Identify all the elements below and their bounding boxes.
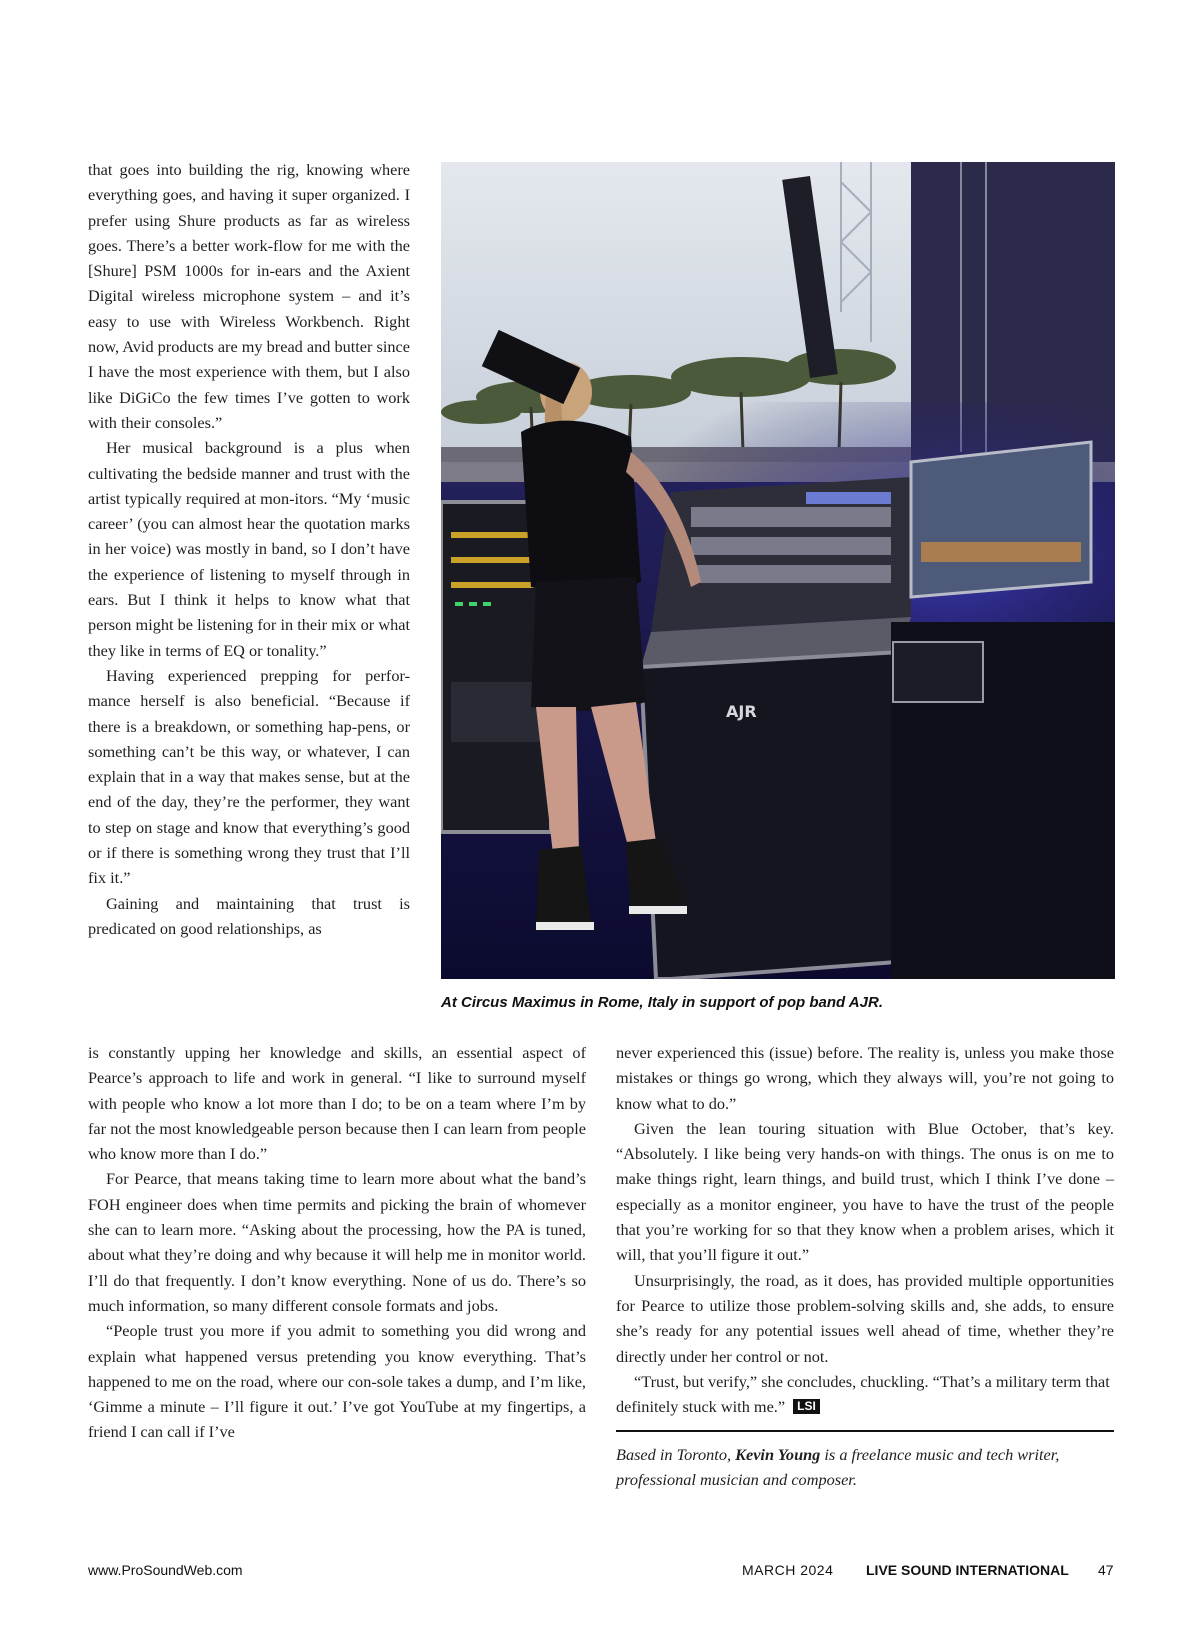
photo-caption: At Circus Maximus in Rome, Italy in support of pop band AJR. — [441, 994, 883, 1011]
paragraph: Given the lean touring situation with Blue October, that’s key. “Absolutely. I like being very hands-on with things. The onus is on me to make things right, learn things, and build trust, which I think I’ve done – especially as a monitor engineer, you have to have the trust of the people that you’re working for so that they know when a problem arises, which it will, that you’ll figure it out.” — [616, 1118, 1114, 1265]
paragraph: For Pearce, that means taking time to learn more about what the band’s FOH engineer does when time permits and picking the brain of whomever she can to learn more. “Asking about the processing, how the PA is tuned, about what they’re doing and why because it will help me in monitor world. I’ll do that frequently. I don’t know everything. None of us do. There’s so much information, so many different console formats and jobs. — [88, 1169, 586, 1315]
end-mark-badge: LSI — [793, 1399, 820, 1414]
paragraph: Her musical background is a plus when cultivating the bedside manner and trust with the artist typically required at mon-itors. “My ‘music career’ (you can almost hear the quotation marks in her voice) was mostly in band, so I don’t have the experience of listening to myself through in ears. But I think it helps to know what that person might be listening for in their mix or what they like in terms of EQ or tonality.” — [88, 438, 410, 660]
photo-illustration — [441, 162, 1115, 979]
article-column-right — [616, 1040, 1114, 1419]
bio-divider — [616, 1430, 1114, 1432]
paragraph: Having experienced prepping for perfor-mance herself is also beneficial. “Because if there is a breakdown, or something hap-pens, or something can’t be this way, or whatever, I can explain that in a way that makes sense, but at the end of the day, they’re the performer, they want to step on stage and know that everything’s good or if there is something wrong they trust that I’ll fix it.” — [88, 665, 410, 888]
final-paragraph — [616, 1369, 1114, 1420]
paragraph: “People trust you more if you admit to something you did wrong and explain what happened versus pretending you know everything. That’s happened to me on the road, where our con-sole takes a dump, and I’m like, ‘Gimme a minute – I’ll figure it out.’ I’ve got YouTube at my fingertips, a friend I can call if I’ve — [88, 1321, 586, 1442]
bio-suffix: is a freelance music and tech writer, professional musician and composer. — [616, 1445, 1060, 1489]
paragraph: never experienced this (issue) before. The reality is, unless you make those mistakes or things go wrong, which they always will, you’re not going to know what to do.” — [616, 1043, 1114, 1113]
footer-url: www.ProSoundWeb.com — [88, 1562, 243, 1578]
paragraph: that goes into building the rig, knowing where everything goes, and having it super organized. I prefer using Shure products as far as wireless goes. There’s a better work-flow for me with the [Shure] PSM 1000s for in-ears and the Axient Digital wireless microphone system – and it’s easy to use with Wireless Workbench. Right now, Avid products are my bread and butter since I have the most experience with them, but I also like DiGiCo the few times I’ve gotten to work with their consoles.” — [88, 160, 410, 432]
author-bio — [616, 1442, 1114, 1492]
footer-magazine-name: LIVE SOUND INTERNATIONAL — [866, 1562, 1069, 1578]
bio-author: Kevin Young — [735, 1445, 821, 1464]
page-number: 47 — [1098, 1562, 1114, 1578]
concert-photo — [441, 162, 1115, 979]
paragraph: is constantly upping her knowledge and skills, an essential aspect of Pearce’s approach to life and work in general. “I like to surround myself with people who know a lot more than I do; to be on a team where I’m by far not the most knowledgeable person because then I can learn from people who know more than I do.” — [88, 1043, 586, 1164]
footer-date: MARCH 2024 — [742, 1562, 834, 1578]
paragraph: Unsurprisingly, the road, as it does, has provided multiple opportunities for Pearce to utilize those problem-solving skills and, she adds, to ensure she’s ready for any potential issues well ahead of time, whether they’re directly under her control or not. — [616, 1270, 1114, 1366]
paragraph: Gaining and maintaining that trust is predicated on good relationships, as — [88, 893, 410, 938]
rack-label: AJR — [726, 702, 757, 721]
article-column-narrow — [88, 157, 410, 941]
article-column-left — [88, 1040, 586, 1445]
bio-prefix: Based in Toronto, — [616, 1445, 736, 1464]
paragraph-text: “Trust, but verify,” she concludes, chuckling. “That’s a military term that definitely stuck with me.” — [616, 1371, 1110, 1417]
